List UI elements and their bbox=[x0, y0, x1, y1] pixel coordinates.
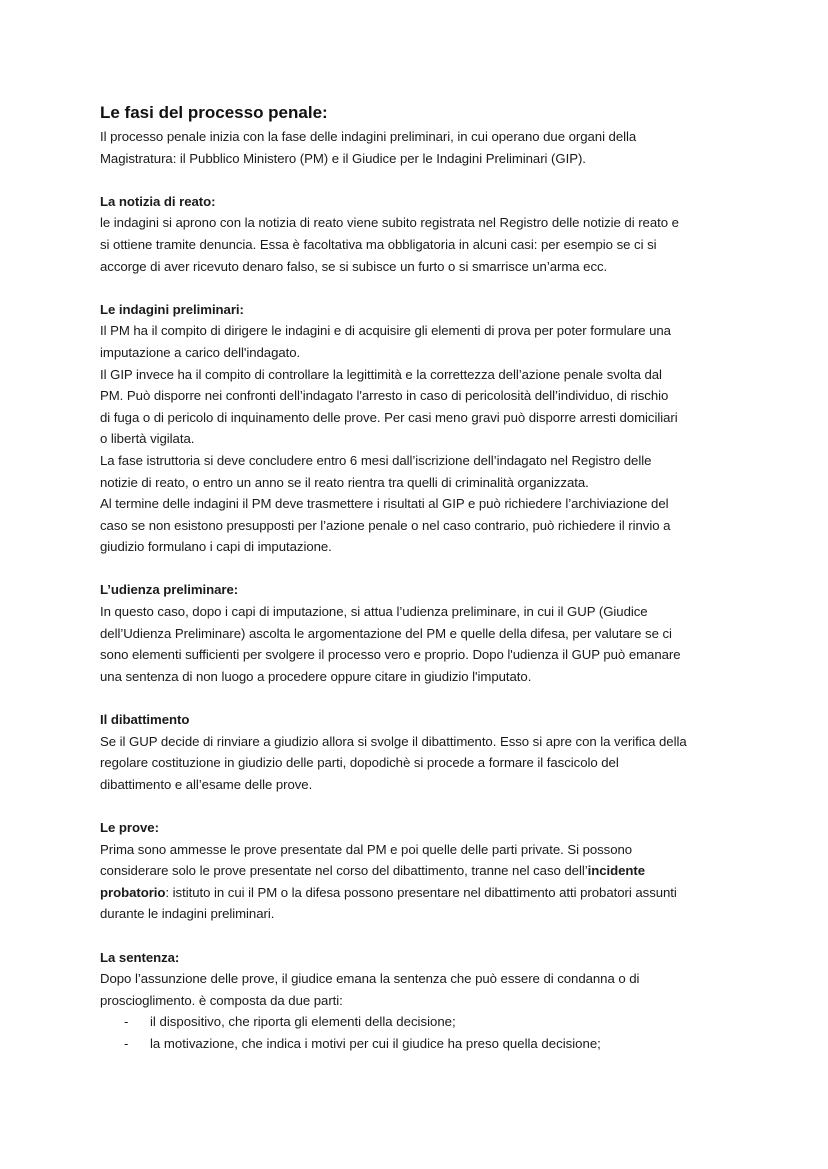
bullet-list bbox=[100, 1011, 732, 1054]
section-udienza-preliminare bbox=[100, 579, 732, 687]
dash-bullet: - bbox=[124, 1035, 129, 1051]
text-line: Prima sono ammesse le prove presentate dal PM e poi quelle delle parti private. Si possono bbox=[100, 841, 633, 857]
section-indagini-preliminari bbox=[100, 299, 732, 558]
section-heading: L’udienza preliminare: bbox=[100, 582, 239, 598]
section-prove bbox=[100, 817, 732, 925]
section-paragraph bbox=[100, 212, 732, 277]
document-title: Le fasi del processo penale: bbox=[100, 103, 328, 122]
section-paragraph bbox=[100, 839, 732, 925]
bold-term: probatorio bbox=[100, 884, 166, 900]
text-line: una sentenza di non luogo a procedere oppure citare in giudizio l'imputato. bbox=[100, 668, 532, 684]
text-line: Magistratura: il Pubblico Ministero (PM) e il Giudice per le Indagini Preliminari (GIP). bbox=[100, 150, 586, 166]
text-line: Dopo l’assunzione delle prove, il giudice emana la sentenza che può essere di condanna o di bbox=[100, 971, 640, 987]
document-body bbox=[100, 102, 732, 1055]
section-paragraph bbox=[100, 601, 732, 687]
text-line: imputazione a carico dell'indagato. bbox=[100, 344, 301, 360]
text-line: durante le indagini preliminari. bbox=[100, 906, 275, 922]
section-heading: La sentenza: bbox=[100, 949, 180, 965]
text-line: le indagini si aprono con la notizia di reato viene subito registrata nel Registro delle notizie di reato e bbox=[100, 215, 679, 231]
text-line: o libertà vigilata. bbox=[100, 431, 195, 447]
text-line: dibattimento e all’esame delle prove. bbox=[100, 776, 313, 792]
text-line: giudizio formulano i capi di imputazione. bbox=[100, 539, 332, 555]
section-paragraph bbox=[100, 731, 732, 796]
dash-bullet: - bbox=[124, 1014, 129, 1030]
text-line: considerare solo le prove presentate nel corso del dibattimento, tranne nel caso dell’ bbox=[100, 863, 588, 879]
section-heading: La notizia di reato: bbox=[100, 193, 216, 209]
section-sentenza bbox=[100, 947, 732, 1055]
text-line: In questo caso, dopo i capi di imputazione, si attua l’udienza preliminare, in cui il GUP (Giudice bbox=[100, 604, 648, 620]
bold-term: incidente bbox=[587, 863, 646, 879]
section-heading: Le prove: bbox=[100, 820, 159, 835]
intro-paragraph bbox=[100, 126, 732, 169]
text-line: Il PM ha il compito di dirigere le indagini e di acquisire gli elementi di prova per poter formulare una bbox=[100, 323, 671, 339]
text-line: notizie di reato, o entro un anno se il reato rientra tra quelli di criminalità organizzata. bbox=[100, 474, 589, 490]
section-paragraph bbox=[100, 320, 732, 558]
text-line: regolare costituzione in giudizio delle parti, dopodichè si procede a formare il fascicolo del bbox=[100, 755, 619, 771]
section-dibattimento bbox=[100, 709, 732, 795]
text-line: PM. Può disporre nei confronti dell’indagato l'arresto in caso di pericolosità dell’individuo, di rischio bbox=[100, 388, 669, 404]
list-item bbox=[100, 1033, 732, 1055]
text-line: si ottiene tramite denuncia. Essa è facoltativa ma obbligatoria in alcuni casi: per esempio se ci si bbox=[100, 236, 657, 252]
section-paragraph bbox=[100, 968, 732, 1011]
list-item-text: la motivazione, che indica i motivi per cui il giudice ha preso quella decisione; bbox=[150, 1035, 601, 1051]
text-line: Se il GUP decide di rinviare a giudizio allora si svolge il dibattimento. Esso si apre con la verifica della bbox=[100, 733, 687, 749]
text-line: La fase istruttoria si deve concludere entro 6 mesi dall’iscrizione dell’indagato nel Registro delle bbox=[100, 452, 652, 468]
text-line: Al termine delle indagini il PM deve trasmettere i risultati al GIP e può richiedere l’archiviazione del bbox=[100, 496, 669, 512]
section-heading: Le indagini preliminari: bbox=[100, 301, 244, 317]
text-line: accorge di aver ricevuto denaro falso, se si subisce un furto o si smarrisce un’arma ecc. bbox=[100, 258, 608, 274]
section-notizia-di-reato bbox=[100, 191, 732, 277]
list-item-text: il dispositivo, che riporta gli elementi della decisione; bbox=[150, 1014, 456, 1030]
text-line: Il GIP invece ha il compito di controllare la legittimità e la correttezza dell’azione penale svolta dal bbox=[100, 366, 662, 382]
section-heading: Il dibattimento bbox=[100, 712, 190, 728]
text-line: : istituto in cui il PM o la difesa possono presentare nel dibattimento atti probatori assunti bbox=[165, 884, 677, 900]
text-line: caso se non esistono presupposti per l’azione penale o nel caso contrario, può richiedere il rinvio a bbox=[100, 517, 671, 533]
text-line: proscioglimento. è composta da due parti: bbox=[100, 992, 343, 1008]
text-line: Il processo penale inizia con la fase delle indagini preliminari, in cui operano due organi della bbox=[100, 129, 637, 144]
text-line: di fuga o di pericolo di inquinamento delle prove. Per casi meno gravi può disporre arresti domiciliari bbox=[100, 409, 678, 425]
list-item bbox=[100, 1011, 732, 1033]
text-line: sono elementi sufficienti per svolgere il processo vero e proprio. Dopo l'udienza il GUP può emanare bbox=[100, 647, 681, 663]
text-line: dell’Udienza Preliminare) ascolta le argomentazione del PM e quelle della difesa, per valutare se ci bbox=[100, 625, 672, 641]
